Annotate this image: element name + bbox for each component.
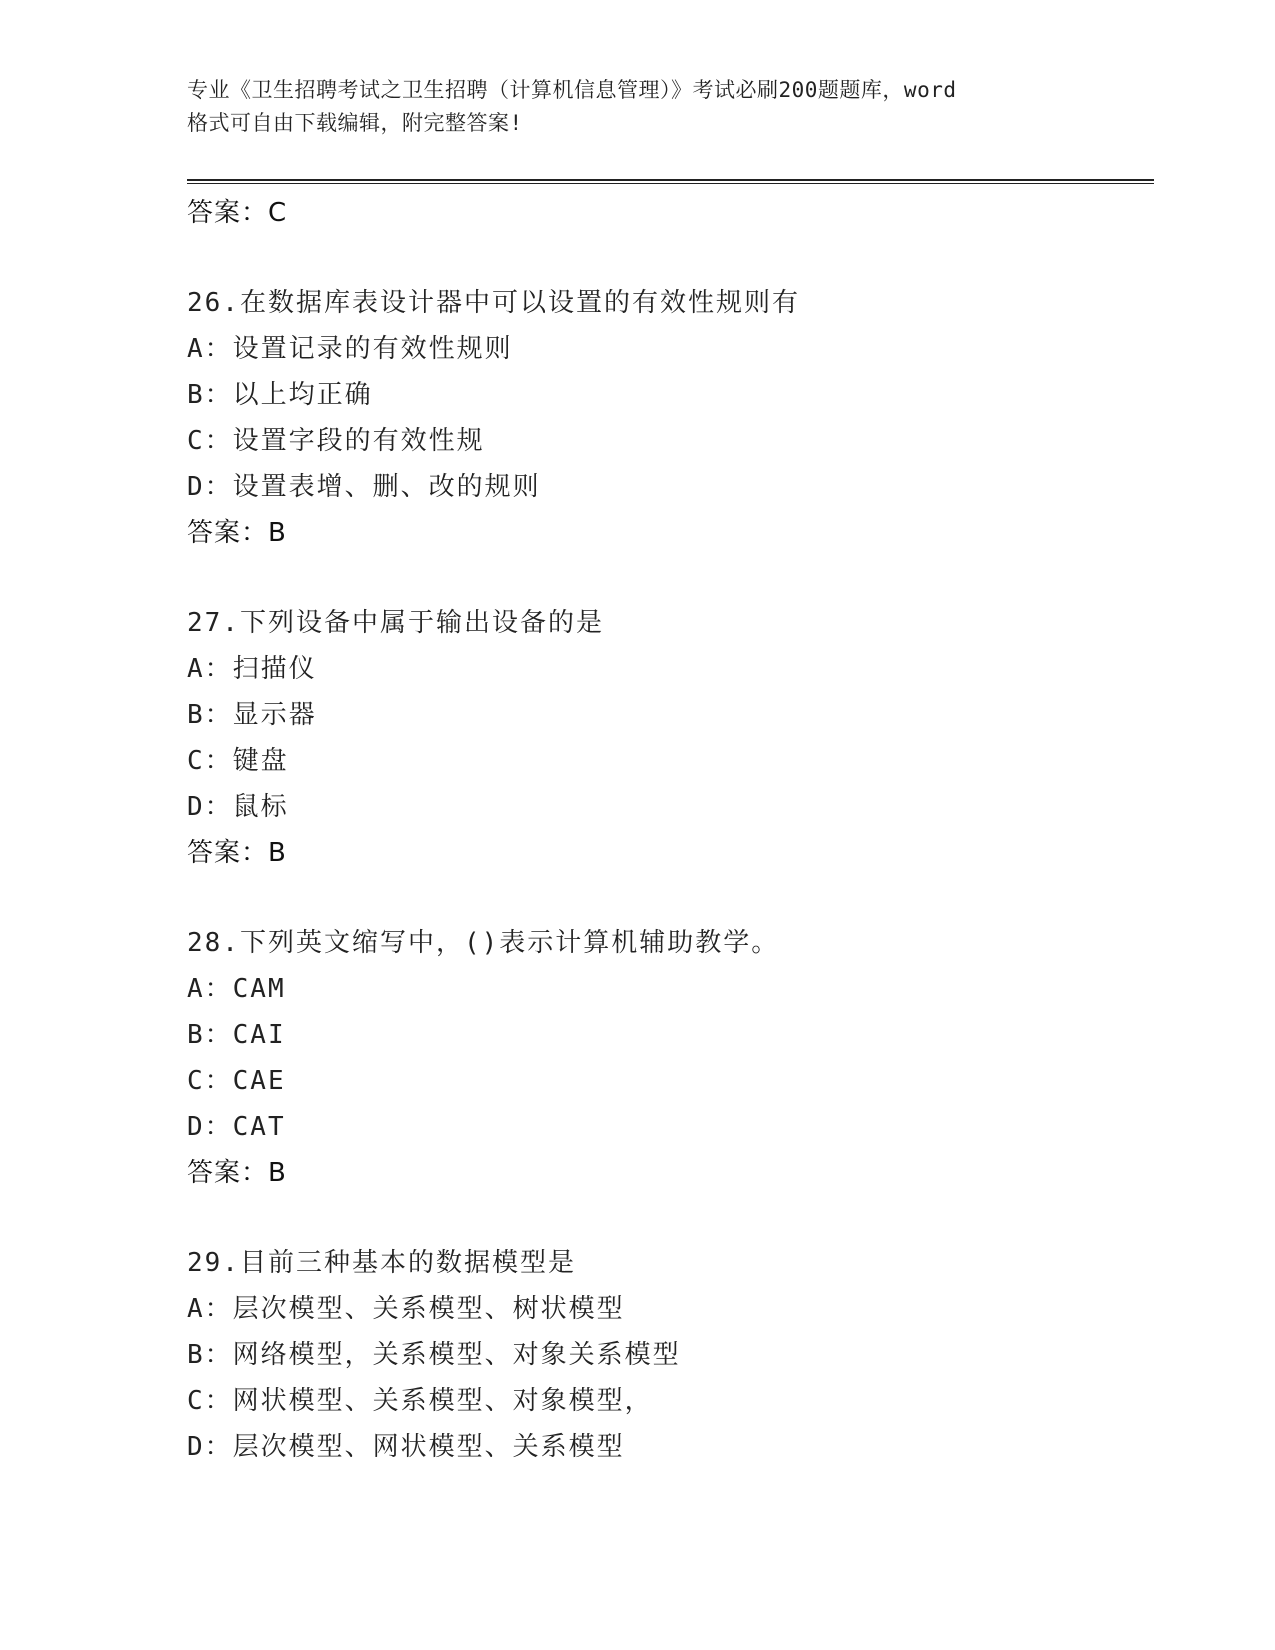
question-stem: 28.下列英文缩写中，()表示计算机辅助教学。 [187,928,780,958]
question-29 [187,1240,1147,1470]
question-28 [187,920,1147,1196]
question-stem: 29.目前三种基本的数据模型是 [187,1248,576,1278]
option-a: A：扫描仪 [187,654,317,684]
option-b: B：网络模型，关系模型、对象关系模型 [187,1340,681,1370]
option-a: A：层次模型、关系模型、树状模型 [187,1294,625,1324]
option-c: C：键盘 [187,746,289,776]
document-header [187,74,1087,140]
answer-line: 答案：B [187,518,287,548]
question-list [187,190,1147,1470]
option-b: B：以上均正确 [187,380,373,410]
option-d: D：CAT [187,1112,286,1142]
answer-line: 答案：C [187,198,288,228]
question-stem: 26.在数据库表设计器中可以设置的有效性规则有 [187,288,800,318]
header-divider [187,179,1154,184]
answer-line: 答案：B [187,838,287,868]
option-a: A：CAM [187,974,286,1004]
option-b: B：显示器 [187,700,317,730]
option-b: B：CAI [187,1020,286,1050]
option-a: A：设置记录的有效性规则 [187,334,513,364]
question-26 [187,280,1147,556]
question-27 [187,600,1147,876]
question-stem: 27.下列设备中属于输出设备的是 [187,608,604,638]
option-d: D：鼠标 [187,792,289,822]
option-d: D：层次模型、网状模型、关系模型 [187,1432,625,1462]
header-line-2: 格式可自由下载编辑，附完整答案! [187,111,523,135]
header-line-1: 专业《卫生招聘考试之卫生招聘（计算机信息管理）》考试必刷200题题库，word [187,78,957,102]
option-d: D：设置表增、删、改的规则 [187,472,541,502]
option-c: C：设置字段的有效性规 [187,426,485,456]
option-c: C：网状模型、关系模型、对象模型， [187,1386,653,1416]
option-c: C：CAE [187,1066,286,1096]
answer-line: 答案：B [187,1158,287,1188]
